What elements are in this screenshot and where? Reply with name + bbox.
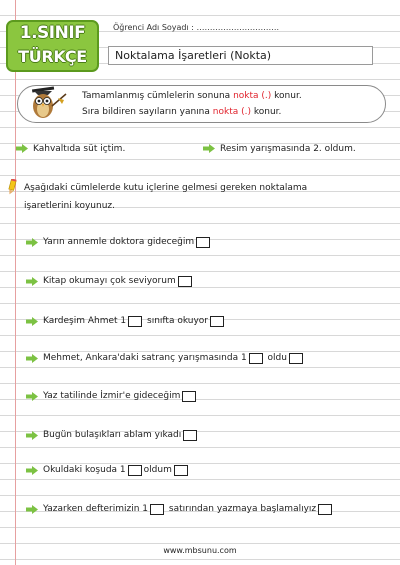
- question-text: Yaz tatilinde İzmir'e gideceğim: [43, 391, 181, 401]
- question-6: [26, 427, 199, 444]
- punctuation-answer-box[interactable]: [128, 316, 142, 327]
- question-text: Bugün bulaşıkları ablam yıkadı: [43, 430, 182, 440]
- punctuation-answer-box[interactable]: [182, 391, 196, 402]
- punctuation-answer-box[interactable]: [174, 465, 188, 476]
- instruction-line-1: Aşağıdaki cümlelerde kutu içlerine gelmesi gereken noktalama: [24, 183, 308, 193]
- grade-subject-logo: [6, 20, 99, 72]
- question-text: Yarın annemle doktora gideceğim: [43, 237, 195, 247]
- punctuation-answer-box[interactable]: [210, 316, 224, 327]
- question-text: oldu: [264, 353, 287, 363]
- question-5: [26, 388, 198, 405]
- punctuation-answer-box[interactable]: [183, 430, 197, 441]
- instruction-line-2: işaretlerini koyunuz.: [24, 201, 115, 211]
- question-text: Kardeşim Ahmet 1: [43, 316, 127, 326]
- notebook-margin-line: [15, 0, 16, 565]
- punctuation-answer-box[interactable]: [128, 465, 142, 476]
- footer-website: www.mbsunu.com: [163, 546, 237, 555]
- green-arrow-icon: [203, 144, 215, 153]
- punctuation-answer-box[interactable]: [196, 237, 210, 248]
- question-text: satırından yazmaya başlamalıyız: [166, 504, 317, 514]
- student-name-field[interactable]: Öğrenci Adı Soyadı : ………………………….: [113, 23, 280, 32]
- pencil-icon: [6, 179, 20, 195]
- question-4: [26, 350, 305, 367]
- rule-2-highlight: nokta (.): [212, 107, 251, 117]
- question-text: Kitap okumayı çok seviyorum: [43, 276, 176, 286]
- question-7: [26, 462, 190, 479]
- question-text: sınıfta okuyor: [144, 316, 209, 326]
- example-sentence-2: Resim yarışmasında 2. oldum.: [203, 144, 356, 154]
- green-arrow-icon: [26, 466, 38, 475]
- question-2: [26, 273, 194, 290]
- green-arrow-icon: [26, 238, 38, 247]
- green-arrow-icon: [26, 317, 38, 326]
- info-rule-1: Tamamlanmış cümlelerin sonuna nokta (.) konur.: [82, 91, 302, 101]
- green-arrow-icon: [16, 144, 28, 153]
- question-text: Okuldaki koşuda 1: [43, 465, 126, 475]
- punctuation-answer-box[interactable]: [178, 276, 192, 287]
- question-text: Mehmet, Ankara'daki satranç yarışmasında 1: [43, 353, 247, 363]
- question-text: oldum: [143, 465, 172, 475]
- logo-grade: 1.SINIF: [19, 23, 86, 43]
- question-1: [26, 234, 212, 251]
- punctuation-answer-box[interactable]: [249, 353, 263, 364]
- logo-subject: TÜRKÇE: [18, 47, 87, 66]
- punctuation-answer-box[interactable]: [289, 353, 303, 364]
- punctuation-answer-box[interactable]: [318, 504, 332, 515]
- example-sentence-1: Kahvaltıda süt içtim.: [16, 144, 125, 154]
- rule-1-highlight: nokta (.): [233, 91, 272, 101]
- green-arrow-icon: [26, 505, 38, 514]
- question-8: [26, 501, 334, 518]
- owl-teacher-icon: [28, 86, 68, 122]
- punctuation-answer-box[interactable]: [150, 504, 164, 515]
- green-arrow-icon: [26, 277, 38, 286]
- question-text: Yazarken defterimizin 1: [43, 504, 149, 514]
- green-arrow-icon: [26, 392, 38, 401]
- green-arrow-icon: [26, 354, 38, 363]
- worksheet-title: Noktalama İşaretleri (Nokta): [108, 46, 373, 65]
- info-rule-2: Sıra bildiren sayıların yanına nokta (.) konur.: [82, 107, 282, 117]
- green-arrow-icon: [26, 431, 38, 440]
- question-3: [26, 313, 226, 330]
